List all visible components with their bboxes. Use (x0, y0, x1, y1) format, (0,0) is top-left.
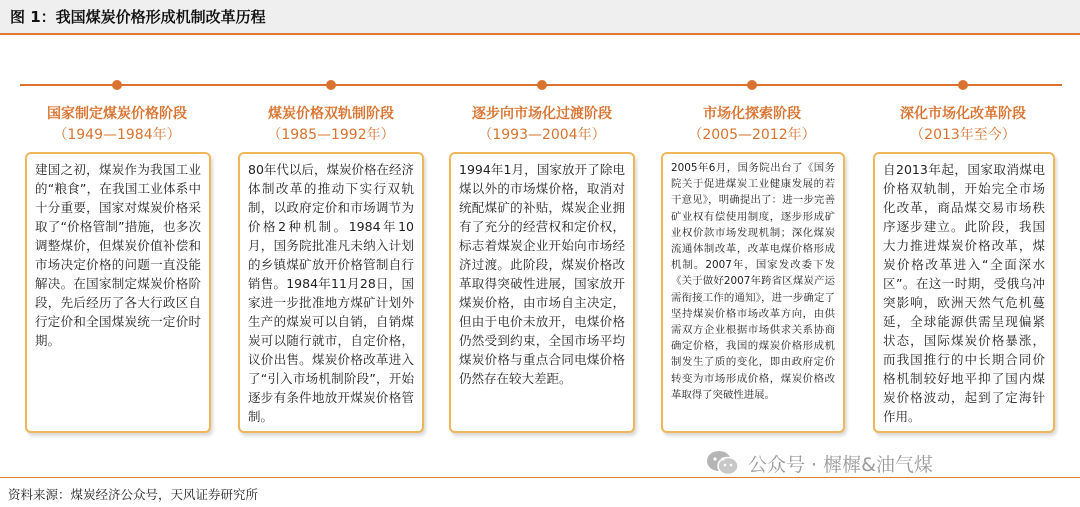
stage-card-4 (661, 152, 845, 433)
stage-description-3: 1994年1月，国家放开了除电煤以外的市场煤价格，取消对统配煤矿的补贴，煤炭企业拥有了充分的经营权和定价权，标志着煤炭企业开始向市场经济过渡。此阶段，煤炭价格改革取得突破性进展，国家放开煤炭价格，由市场自主决定，但由于电价未放开，电煤价格仍然受到约束，全国市场平均煤炭价格与重点合同电煤价格仍然存在较大差距。 (459, 162, 625, 386)
watermark (706, 448, 933, 478)
watermark-text: 公众号 · 樨樨&油气煤 (748, 453, 933, 476)
timeline-dot-4 (747, 80, 757, 90)
stage-period-5: （2013年至今） (910, 127, 1016, 143)
stage-card-2 (238, 152, 424, 433)
stage-name-5: 深化市场化改革阶段 (900, 106, 1026, 122)
stage-name-4: 市场化探索阶段 (703, 106, 801, 122)
stage-description-1: 建国之初，煤炭作为我国工业的“粮食”，在我国工业体系中十分重要，国家对煤炭价格采取了“价格管制”措施，也多次调整煤价，但煤炭价值补偿和市场决定价格的问题一直没能解决。在国家制定煤炭价格阶段，先后经历了各大行政区自行定价和全国煤炭统一定价时期。 (35, 162, 201, 348)
source-note: 资料来源：煤炭经济公众号，天风证券研究所 (8, 487, 259, 502)
wechat-icon (706, 450, 740, 476)
stage-card-5 (873, 152, 1055, 433)
timeline-dot-2 (326, 80, 336, 90)
stage-period-4: （2005—2012年） (688, 127, 816, 143)
stage-period-1: （1949—1984年） (53, 127, 181, 143)
timeline-dot-3 (537, 80, 547, 90)
stage-description-5: 自2013年起，国家取消煤电价格双轨制，开始完全市场化改革，商品煤交易市场秩序逐步建立。此阶段，我国大力推进煤炭价格改革，煤炭价格改革进入“全面深水区”。在这一时期，受俄乌冲突影响，欧洲天然气危机蔓延，全球能源供需呈现偏紧状态，国际煤炭价格暴涨，而我国推行的中长期合同价格机制较好地平抑了国内煤炭价格波动，起到了定海针作用。 (883, 162, 1045, 424)
stage-description-2: 80年代以后，煤炭价格在经济体制改革的推动下实行双轨制，以政府定价和市场调节为价格2种机制。1984年10月，国务院批准凡未纳入计划的乡镇煤矿放开价格管制自行销售。1984年11月28日，国家进一步批准地方煤矿计划外生产的煤炭可以自销，自销煤炭可以随行就市，自定价格，议价出售。煤炭价格改革进入了“引入市场机制阶段”，开始逐步有条件地放开煤炭价格管制。 (248, 162, 414, 424)
stage-name-2: 煤炭价格双轨制阶段 (268, 106, 394, 122)
timeline-dot-5 (958, 80, 968, 90)
timeline-dot-1 (112, 80, 122, 90)
stage-description-4: 2005年6月，国务院出台了《国务院关于促进煤炭工业健康发展的若干意见》，明确提出了：进一步完善矿业权有偿使用制度，逐步形成矿业权价款市场发现机制；深化煤炭流通体制改革，改革电煤价格形成机制。2007年，国家发改委下发《关于做好2007年跨省区煤炭产运需衔接工作的通知》，进一步确定了坚持煤炭价格市场改革方向，由供需双方企业根据市场供求关系协商确定价格，我国的煤炭价格形成机制发生了质的变化，即由政府定价转变为市场形成价格，煤炭价格改革取得了突破性进展。 (671, 162, 835, 401)
figure-title-bar (0, 0, 1080, 33)
stage-card-1 (25, 152, 211, 433)
title-divider (0, 33, 1080, 35)
footer-divider (0, 477, 1080, 478)
stage-name-3: 逐步向市场化过渡阶段 (472, 106, 612, 122)
stage-period-3: （1993—2004年） (478, 127, 606, 143)
figure-title: 图 1：我国煤炭价格形成机制改革历程 (10, 8, 266, 26)
stage-period-2: （1985—1992年） (267, 127, 395, 143)
stage-card-3 (449, 152, 635, 433)
stage-name-1: 国家制定煤炭价格阶段 (47, 106, 187, 122)
